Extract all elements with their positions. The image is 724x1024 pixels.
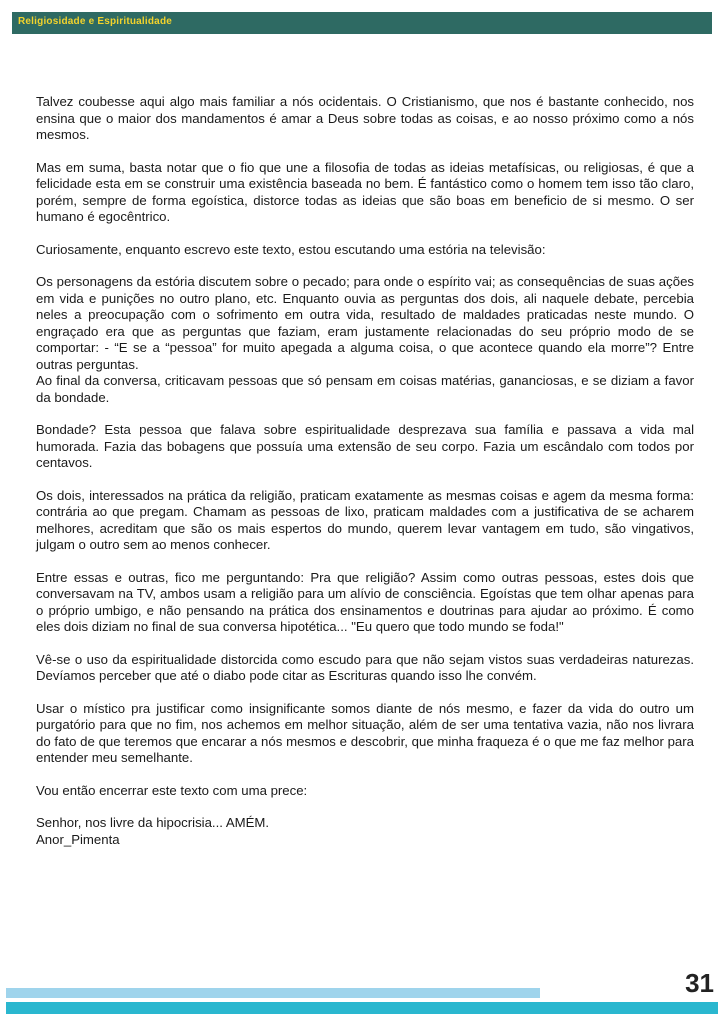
paragraph: Os dois, interessados na prática da religião, praticam exatamente as mesmas coisas e agem da mesma forma: contrária ao que pregam. Chamam as pessoas de lixo, praticam maldades com a justificativa de se acharem melhores, acreditam que são os mais espertos do mundo, querem levar vantagem em tudo, são vingativos, julgam o outro sem ao menos conhecer. [36,487,694,552]
paragraph: Bondade? Esta pessoa que falava sobre espiritualidade desprezava sua família e passava a vida mal humorada. Fazia das bobagens que possuía uma extensão de seu corpo. Fazia um escândalo com todos por centavos. [36,422,694,470]
section-title: Religiosidade e Espiritualidade [18,16,173,27]
header-bar [12,12,712,34]
paragraph: Vê-se o uso da espiritualidade distorcida como escudo para que não sejam vistos suas verdadeiras naturezas. Devíamos perceber que até o diabo pode citar as Escrituras quando isso lhe convém. [36,651,694,683]
footer-bar-teal [6,1002,718,1014]
footer-bar-light [6,988,540,998]
paragraph: Ao final da conversa, criticavam pessoas que só pensam em coisas matérias, gananciosas, e se diziam a favor da bondade. [36,373,694,405]
paragraph: Curiosamente, enquanto escrevo este texto, estou escutando uma estória na televisão: [36,241,546,257]
paragraph: Os personagens da estória discutem sobre o pecado; para onde o espírito vai; as consequências de suas ações em vida e punições no outro plano, etc. Enquanto ouvia as perguntas dos dois, ali naquele debate, percebia neles a preocupação com o sofrimento em outra vida, resultado de maldades praticadas neste mundo. O engraçado era que as perguntas que faziam, eram justamente relacionadas do seu próprio modo de se comportar: - “E se a “pessoa” for muito apegada a alguma coisa, o que acontece quando ela morre”? Entre outras perguntas. [36,274,694,372]
paragraph: Mas em suma, basta notar que o fio que une a filosofia de todas as ideias metafísicas, ou religiosas, é que a felicidade esta em se construir uma existência baseada no bem. É fantástico como o homem tem isso tão claro, porém, sempre de forma egoística, distorce todas as ideias que são boas em beneficio de si mesmo. O ser humano é egocêntrico. [36,159,694,224]
paragraph: Usar o místico pra justificar como insignificante somos diante de nós mesmo, e fazer da vida do outro um purgatório para que no fim, nos achemos em melhor situação, além de ser uma tentativa vazia, não nos livrara do fato de que teremos que encarar a nós mesmos e descobrir, que minha fraqueza é o que me faz melhor para entender meu semelhante. [36,700,694,765]
paragraph: Entre essas e outras, fico me perguntando: Pra que religião? Assim como outras pessoas, estes dois que conversavam na TV, ambos usam a religião para um alívio de consciência. Egoístas que tem olhar apenas para o próprio umbigo, e não pensando na prática dos ensinamentos e doutrinas para ajudar ao próximo. É como eles dois diziam no final de sua conversa hipotética... "Eu quero que todo mundo se foda!" [36,569,694,634]
article-body [36,94,694,848]
paragraph: Vou então encerrar este texto com uma prece: [36,782,308,798]
author-signature: Anor_Pimenta [36,831,120,847]
paragraph: Talvez coubesse aqui algo mais familiar a nós ocidentais. O Cristianismo, que nos é bastante conhecido, nos ensina que o maior dos mandamentos é amar a Deus sobre todas as coisas, e ao nosso próximo como a nós mesmos. [36,94,694,142]
closing-prayer: Senhor, nos livre da hipocrisia... AMÉM. [36,815,270,830]
page-number: 31 [685,968,714,998]
